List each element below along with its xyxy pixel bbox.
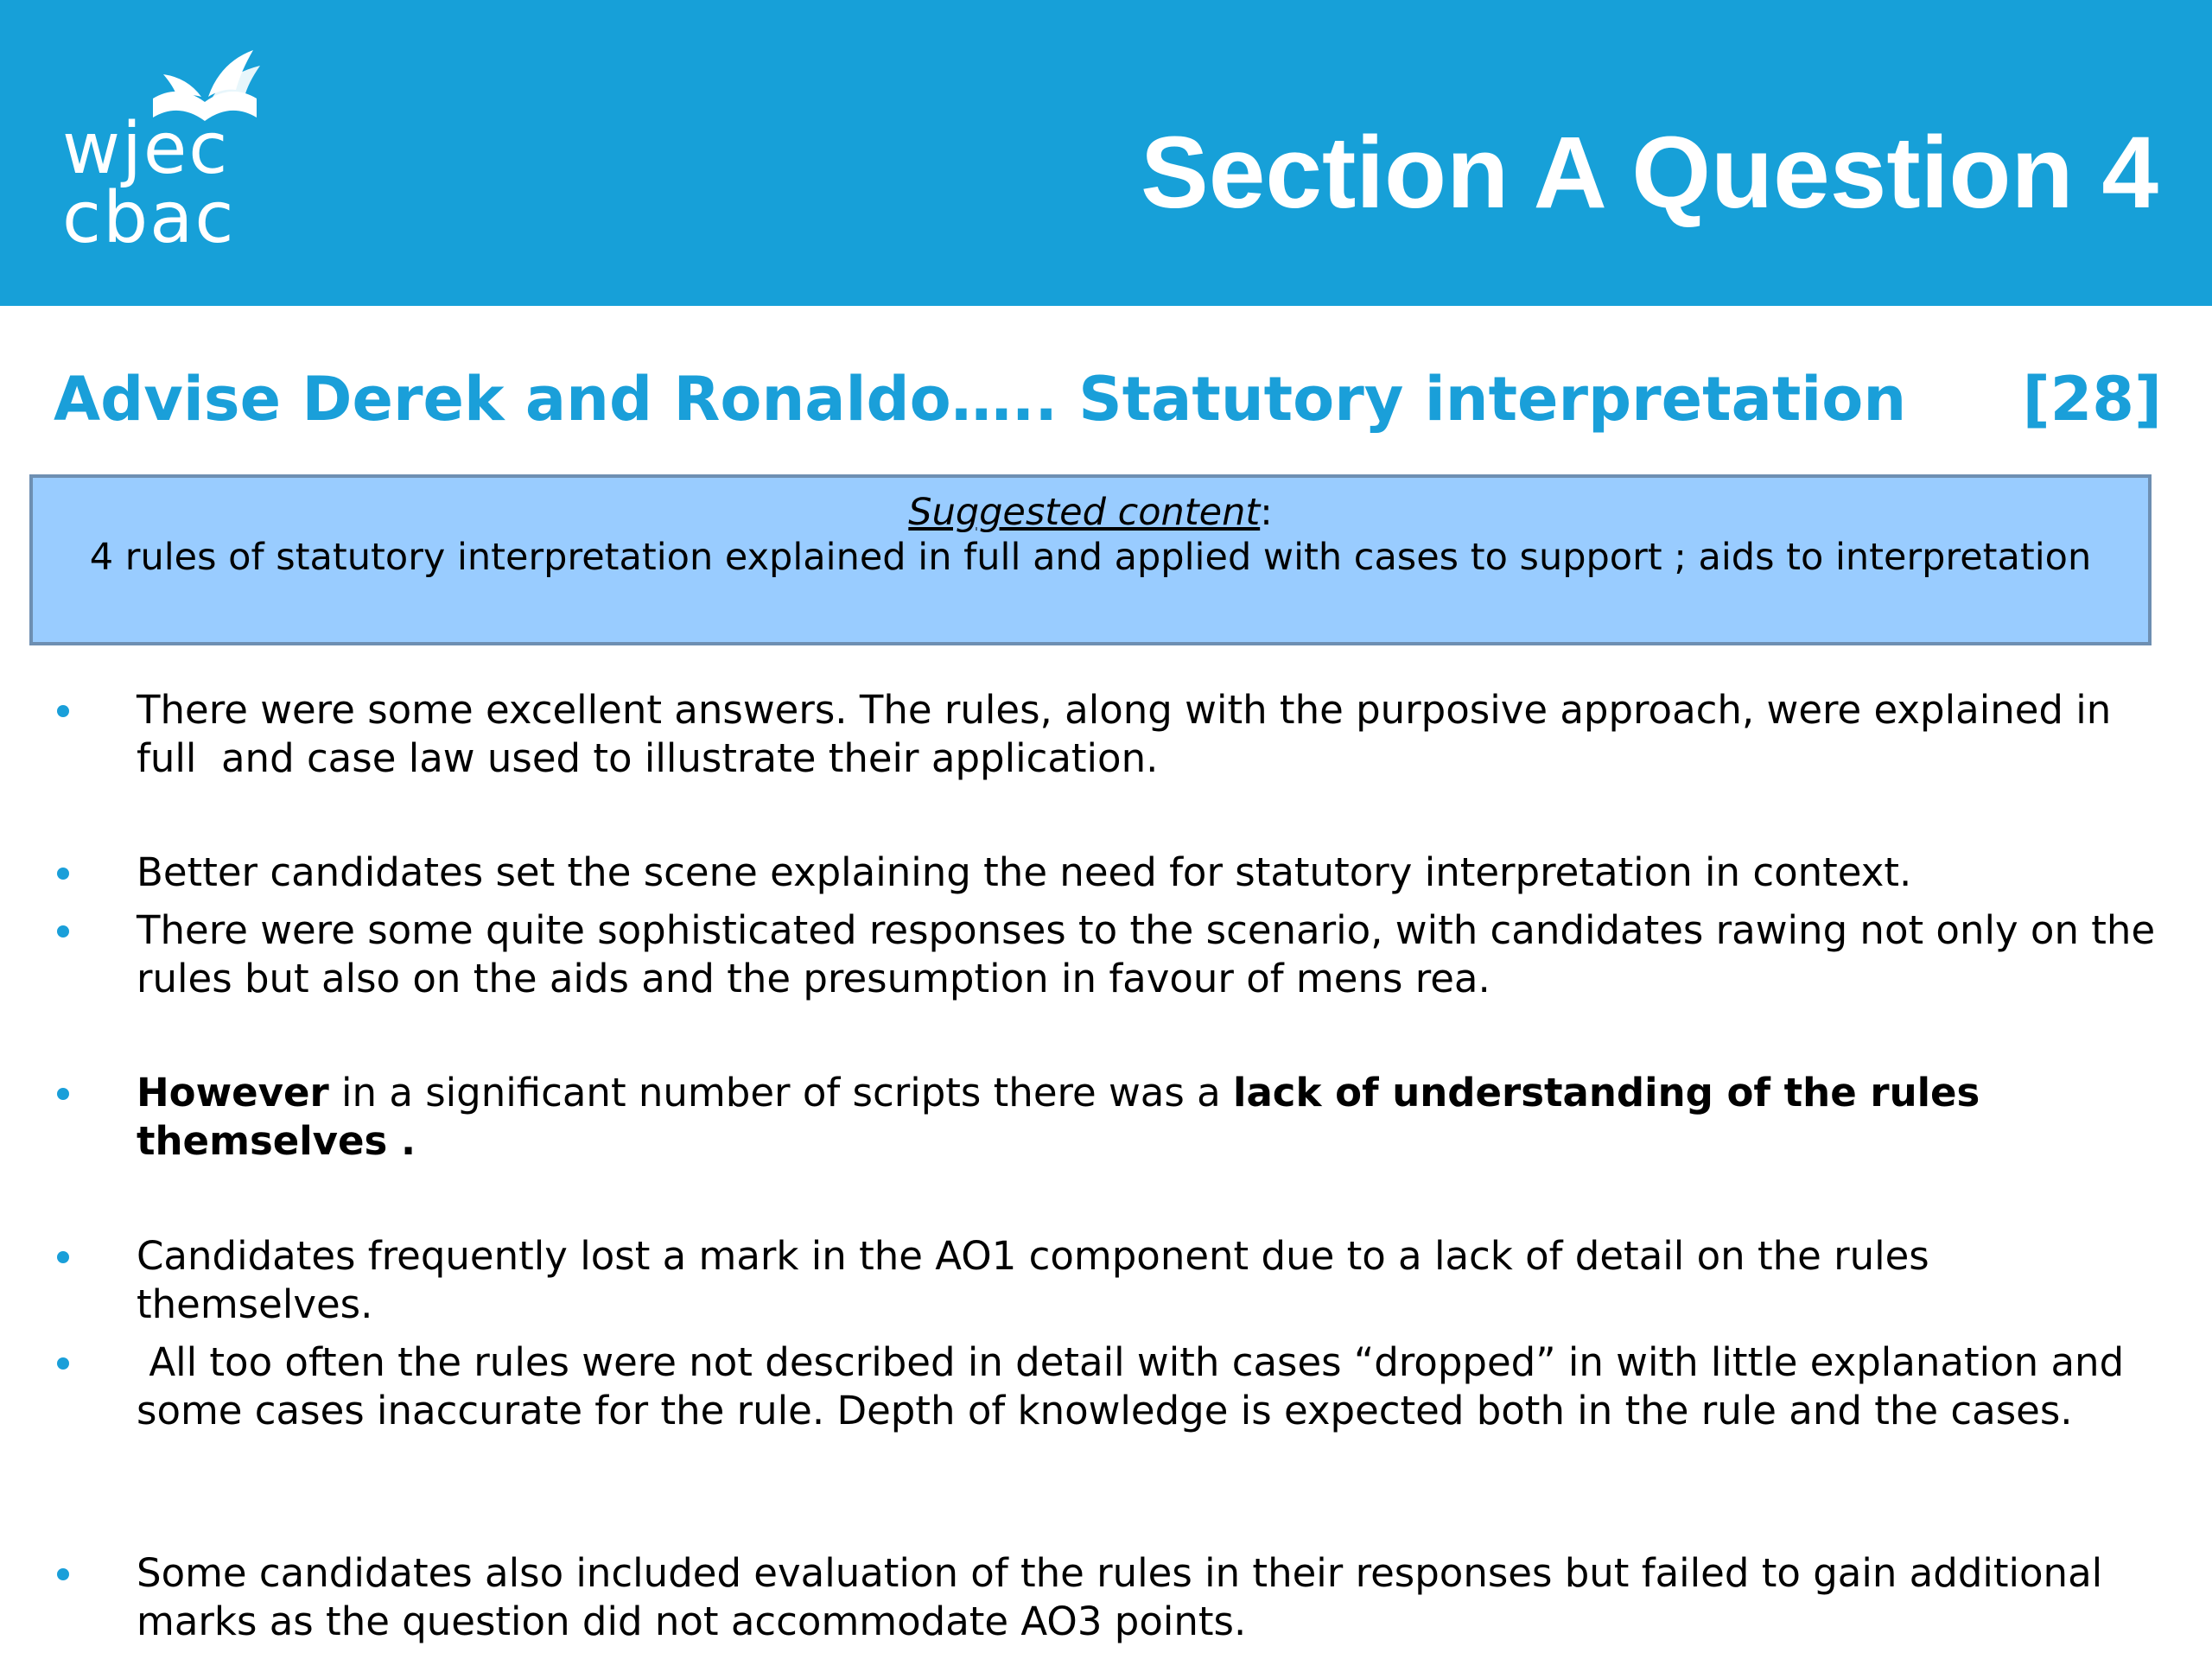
bullet-text: There were some excellent answers. The rules, along with the purposive approach, were explained in full and case law used to illustrate their application. (137, 687, 2124, 781)
bullet-text: Candidates frequently lost a mark in the AO1 component due to a lack of detail on the rules themselves. (137, 1233, 1942, 1327)
suggested-content-heading (33, 490, 2148, 535)
suggested-content-text: 4 rules of statutory interpretation explained in full and applied with cases to support ; aids to interpretation (89, 536, 2092, 579)
bullet-dot (57, 705, 69, 717)
logo-text-cbac: cbac (62, 177, 236, 259)
question-marks: [28] (2022, 364, 2162, 435)
bullet-text (137, 1069, 2176, 1166)
suggested-content-colon: : (1260, 491, 1273, 534)
suggested-content-box (29, 474, 2152, 645)
bullet-bold-lack-of-understanding: lack of understanding of the rules themselves . (137, 1070, 1994, 1164)
bullet-dot (57, 1251, 69, 1263)
bullet-text: All too often the rules were not described in detail with cases “dropped” in with little explanation and some cases inaccurate for the rule. Depth of knowledge is expected both in the rule and the cases. (137, 1339, 2137, 1433)
question-title (54, 363, 2162, 435)
bullet-text: There were some quite sophisticated responses to the scenario, with candidates rawing not only on the rules but also on the aids and the presumption in favour of mens rea. (137, 907, 2168, 1001)
bullet-dot (57, 868, 69, 880)
question-title-text: Advise Derek and Ronaldo….. Statutory interpretation (54, 364, 1907, 435)
suggested-content-label: Suggested content (908, 491, 1261, 534)
bullet-dot (57, 1568, 69, 1580)
bullet-normal-text: in a significant number of scripts there was a (328, 1070, 1234, 1116)
bullet-bold-however: However (137, 1070, 329, 1116)
bullet-dot (57, 925, 69, 938)
bullet-dot (57, 1088, 69, 1100)
logo-text-wjec: wjec (62, 108, 230, 190)
bullet-dot (57, 1357, 69, 1370)
slide-header (0, 0, 2212, 306)
bullet-text: Better candidates set the scene explaining the need for statutory interpretation in context. (137, 849, 1912, 895)
bullet-text: Some candidates also included evaluation of the rules in their responses but failed to gain additional marks as the question did not accommodate AO3 points. (137, 1550, 2115, 1644)
section-title: Section A Question 4 (1141, 116, 2158, 230)
wjec-cbac-logo (62, 45, 287, 261)
